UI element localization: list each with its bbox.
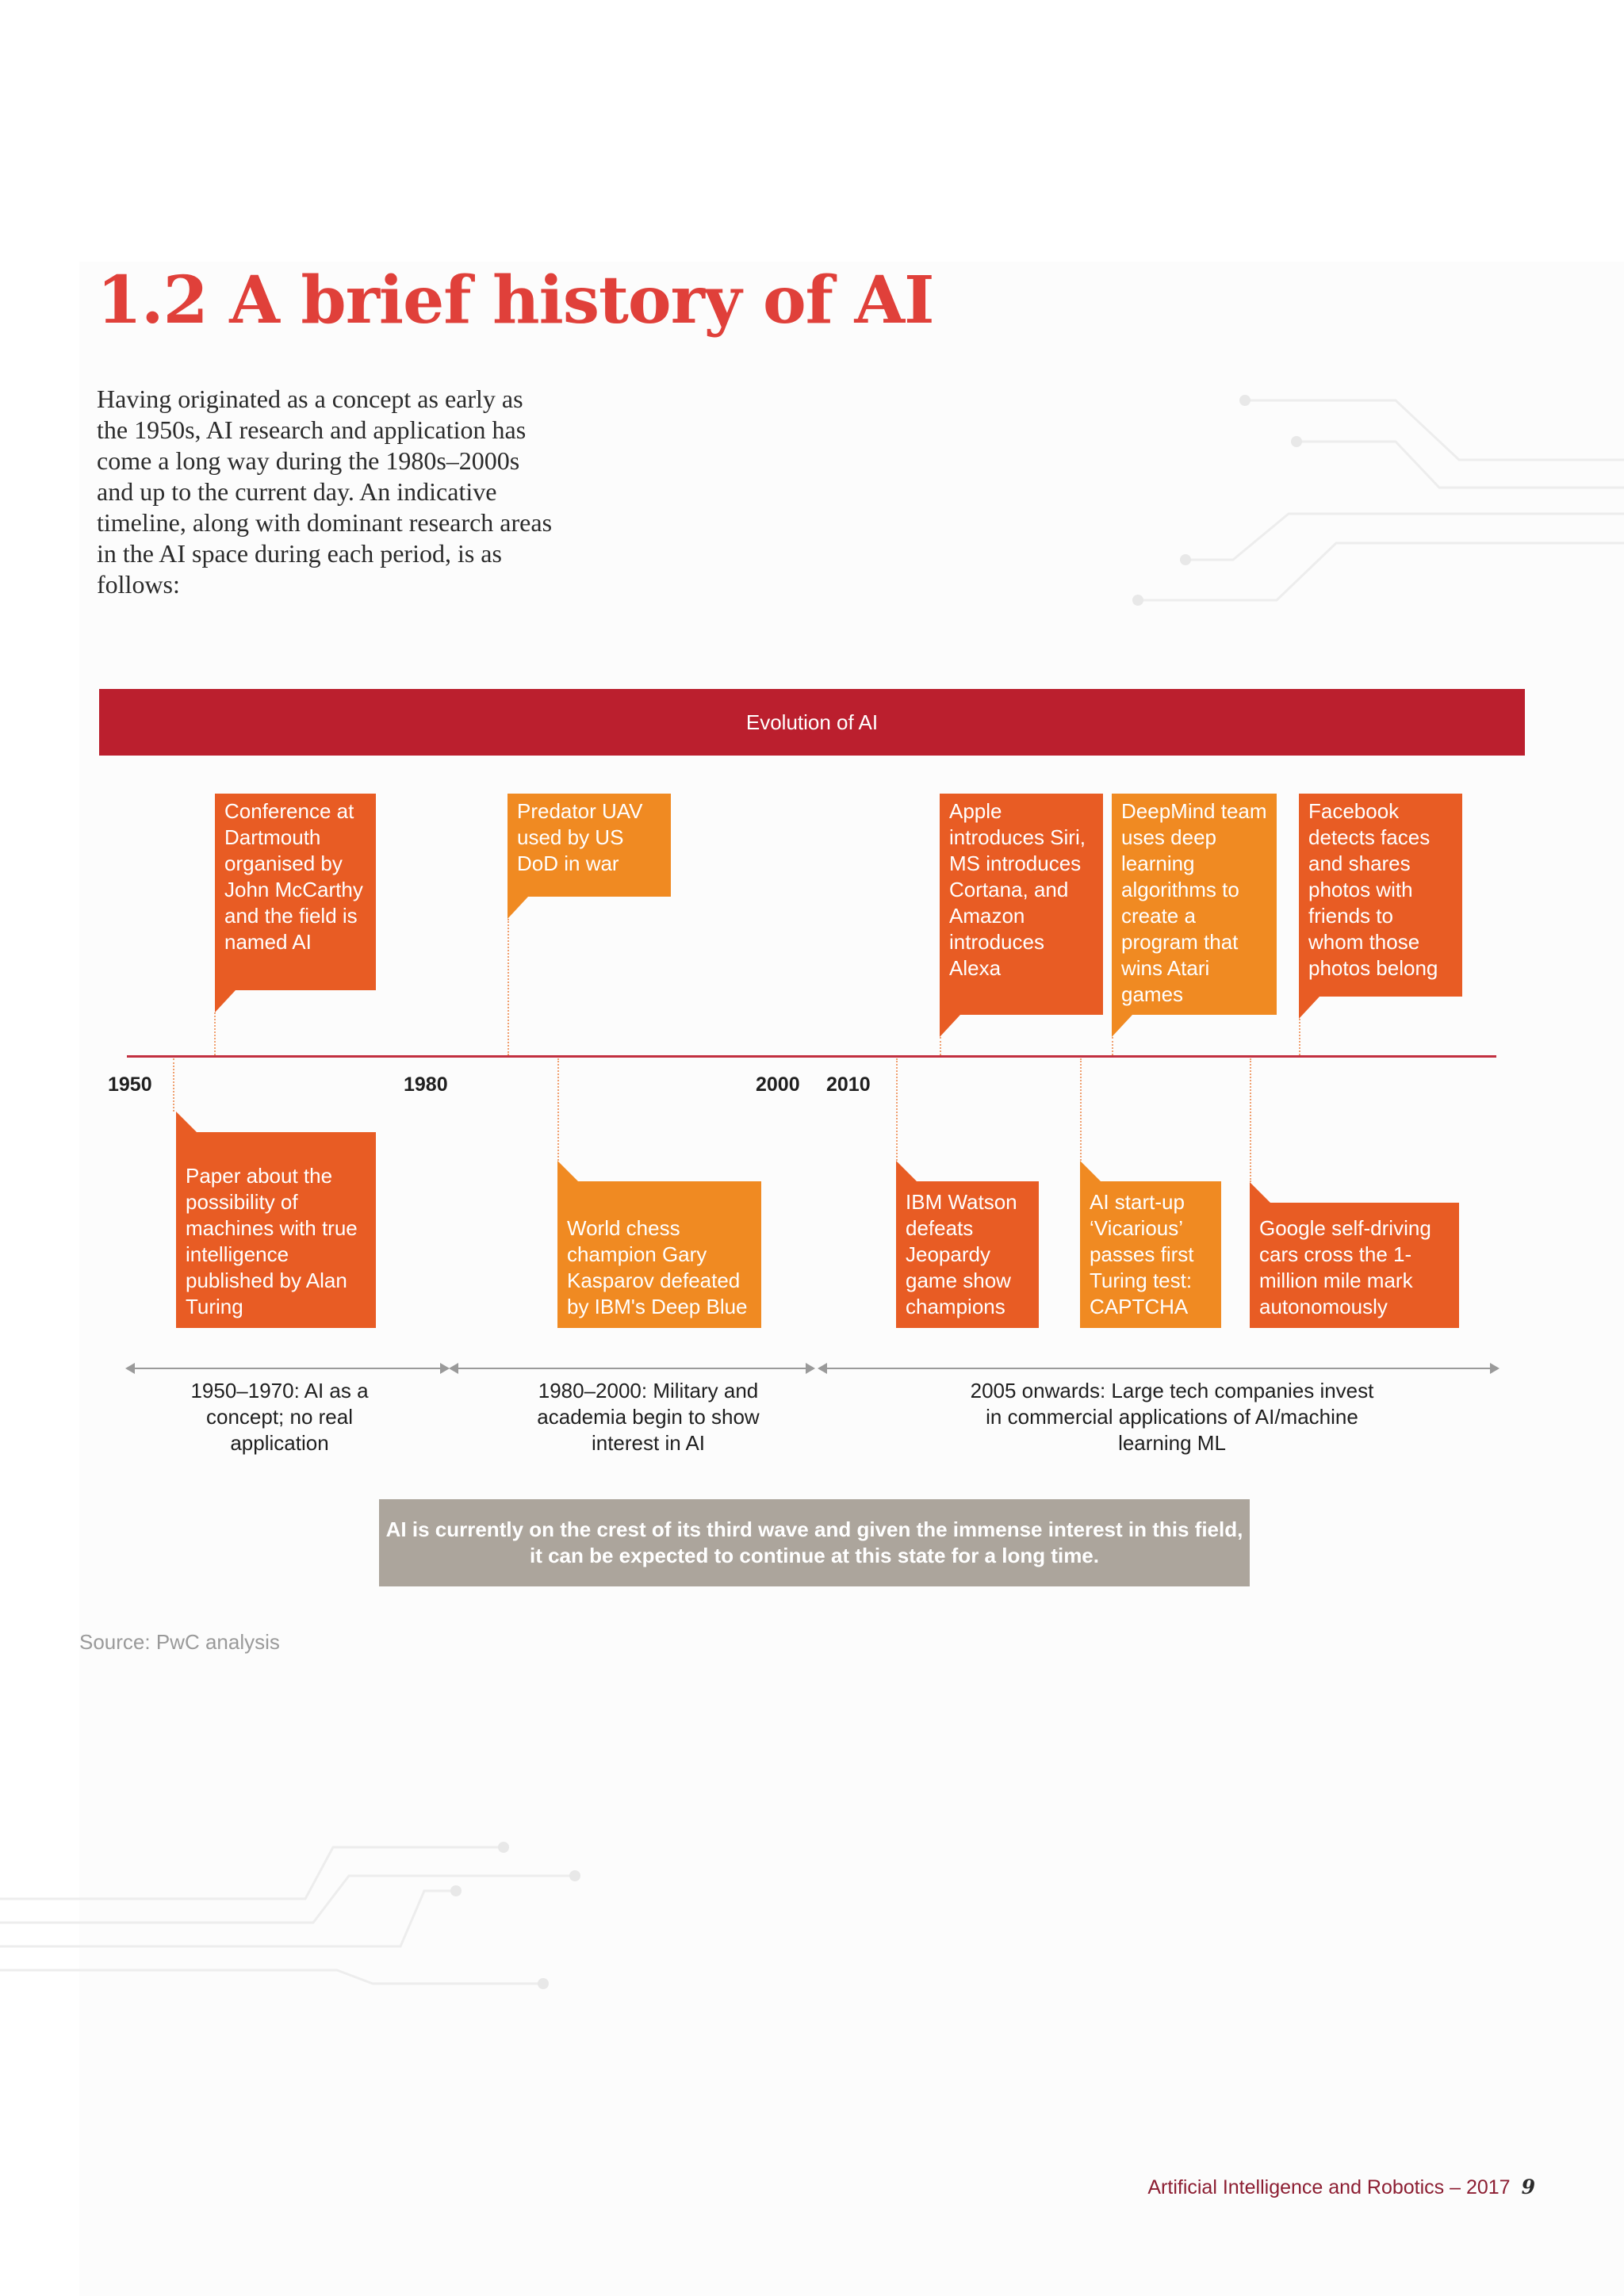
event-pointer bbox=[557, 1161, 578, 1181]
connector-line bbox=[173, 1058, 174, 1112]
event-facebook-faces: Facebook detects faces and shares photos with friends to whom those photos belong bbox=[1299, 794, 1462, 997]
page-footer bbox=[1147, 2175, 1535, 2199]
event-pointer bbox=[940, 1015, 960, 1037]
event-vicarious-captcha: AI start-up ‘Vicarious’ passes first Turing test: CAPTCHA bbox=[1080, 1181, 1221, 1328]
footer-title: Artificial Intelligence and Robotics – 2017 bbox=[1147, 2176, 1511, 2198]
event-pointer bbox=[508, 897, 528, 919]
page-title: 1.2 A brief history of AI bbox=[97, 262, 934, 339]
intro-paragraph: Having originated as a concept as early as the 1950s, AI research and application has come a long way during the 1980s–2000s and up to the current day. An indicative timeline, along with dominant research areas in the AI space during each period, is as follows: bbox=[97, 385, 553, 599]
event-pointer bbox=[176, 1112, 197, 1132]
event-ibm-watson: IBM Watson defeats Jeopardy game show champions bbox=[896, 1181, 1039, 1328]
timeline-axis bbox=[127, 1055, 1496, 1058]
event-turing-paper: Paper about the possibility of machines with true intelligence published by Alan Turing bbox=[176, 1132, 376, 1328]
event-google-self-driving: Google self-driving cars cross the 1-million mile mark autonomously bbox=[1250, 1203, 1459, 1328]
event-pointer bbox=[215, 990, 236, 1012]
page-number: 9 bbox=[1521, 2175, 1535, 2198]
source-note: Source: PwC analysis bbox=[79, 1630, 280, 1654]
timeline-title: Evolution of AI bbox=[745, 710, 879, 734]
connector-line bbox=[1299, 1019, 1300, 1055]
connector-line bbox=[940, 1037, 941, 1055]
connector-line bbox=[214, 1012, 216, 1055]
period-label: 2005 onwards: Large tech companies invest in commercial applications of AI/machine learning ML bbox=[970, 1379, 1374, 1455]
connector-line bbox=[1112, 1037, 1113, 1055]
period-arrow bbox=[127, 1368, 448, 1369]
period-arrow bbox=[450, 1368, 814, 1369]
period-arrow bbox=[819, 1368, 1498, 1369]
year-label: 2000 bbox=[756, 1073, 800, 1096]
event-pointer bbox=[1112, 1015, 1132, 1037]
event-pointer bbox=[1080, 1161, 1101, 1181]
year-label: 2010 bbox=[826, 1073, 871, 1096]
callout-text: AI is currently on the crest of its third wave and given the immense interest in this field, it can be expected to continue at this state for a long time. bbox=[385, 1517, 1243, 1567]
event-pointer bbox=[1299, 997, 1320, 1019]
connector-line bbox=[557, 1058, 559, 1161]
period-label: 1950–1970: AI as a concept; no real application bbox=[190, 1379, 369, 1455]
period-label: 1980–2000: Military and academia begin to show interest in AI bbox=[537, 1379, 760, 1455]
event-voice-assistants: Apple introduces Siri, MS introduces Cortana, and Amazon introduces Alexa bbox=[940, 794, 1103, 1015]
event-pointer bbox=[896, 1161, 917, 1181]
event-predator-uav: Predator UAV used by US DoD in war bbox=[508, 794, 671, 897]
event-dartmouth-conference: Conference at Dartmouth organised by John McCarthy and the field is named AI bbox=[215, 794, 376, 990]
year-label: 1980 bbox=[404, 1073, 448, 1096]
connector-line bbox=[896, 1058, 898, 1161]
event-deepmind-atari: DeepMind team uses deep learning algorithms to create a program that wins Atari games bbox=[1112, 794, 1277, 1015]
callout-box bbox=[379, 1499, 1250, 1586]
connector-line bbox=[1080, 1058, 1082, 1161]
connector-line bbox=[1250, 1058, 1251, 1182]
year-label: 1950 bbox=[108, 1073, 152, 1096]
event-pointer bbox=[1250, 1182, 1270, 1203]
event-deep-blue: World chess champion Gary Kasparov defeated by IBM's Deep Blue bbox=[557, 1181, 761, 1328]
timeline-header-band bbox=[99, 689, 1525, 756]
connector-line bbox=[508, 919, 509, 1055]
